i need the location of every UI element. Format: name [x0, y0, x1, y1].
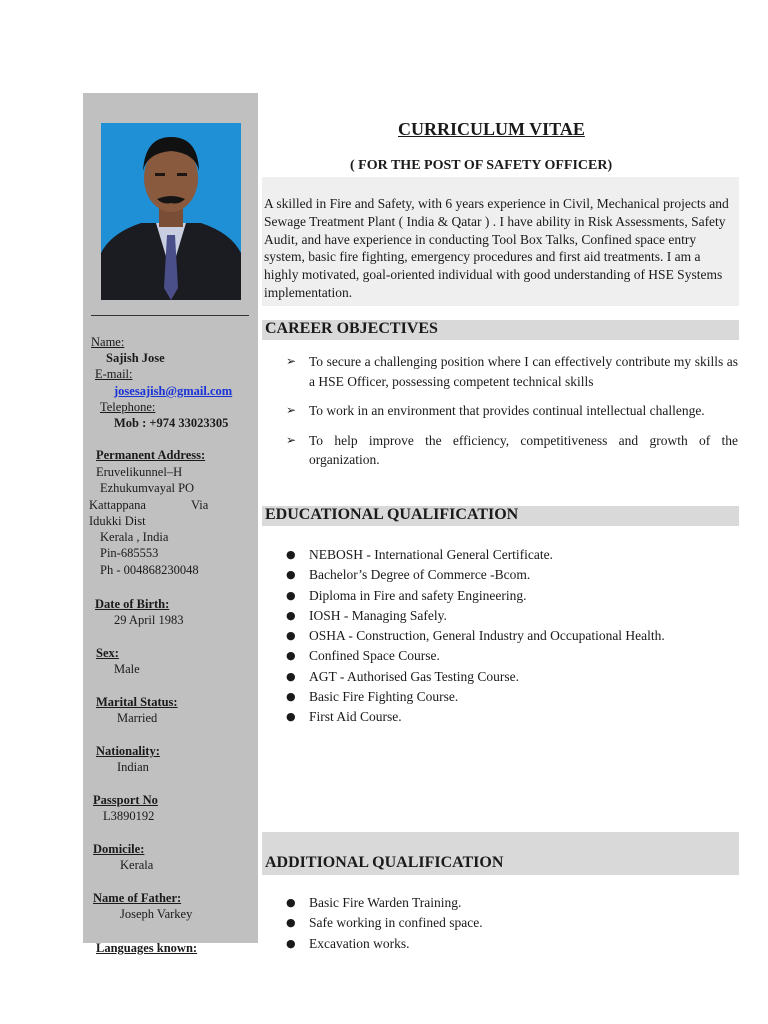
list-item — [286, 352, 738, 391]
qualification-text: First Aid Course. — [309, 709, 402, 725]
list-item — [286, 565, 726, 585]
bullet-icon: ● — [286, 629, 296, 643]
education-section-title: EDUCATIONAL QUALIFICATION — [265, 506, 519, 523]
career-objectives-list — [286, 352, 738, 480]
list-item — [286, 431, 738, 470]
name-value: Sajish Jose — [106, 351, 165, 365]
list-item — [286, 913, 726, 933]
profile-photo — [101, 123, 241, 300]
qualification-text: NEBOSH - International General Certificate. — [309, 547, 554, 562]
list-item — [286, 646, 726, 666]
email-link[interactable]: josesajish@gmail.com — [114, 384, 233, 398]
address-line-2: Ezhukumvayal PO — [100, 481, 195, 495]
list-item — [286, 545, 726, 565]
list-item — [286, 606, 726, 626]
list-item — [286, 626, 726, 646]
sex-label: Sex: — [96, 646, 119, 660]
father-label: Name of Father: — [93, 891, 182, 905]
objective-text: To help improve the efficiency, competitiveness and growth of the organization. — [309, 432, 738, 467]
qualification-text: Basic Fire Fighting Course. — [309, 689, 459, 705]
telephone-label: Telephone: — [100, 400, 156, 414]
address-line-5: Kerala , India — [100, 530, 169, 544]
education-list — [286, 545, 726, 728]
qualification-text: Basic Fire Warden Training. — [309, 895, 462, 910]
passport-label: Passport No — [93, 793, 158, 807]
objective-text: To work in an environment that provides continual intellectual challenge. — [309, 403, 705, 418]
list-item — [286, 401, 738, 421]
page-title: CURRICULUM VITAE — [398, 119, 585, 139]
domicile-label: Domicile: — [93, 842, 145, 856]
summary-text: A skilled in Fire and Safety, with 6 years experience in Civil, Mechanical projects and Sewage Treatment Plant ( India & Qatar ) . I have ability in Risk Assessments, Safety Audit, and have experience in conducting Tool Box Talks, Confined space entry system, basic fire fighting, emergency procedures and first aid treatments. I am a highly motivated, goal-oriented individual with good understanding of HSE Systems implementation. — [264, 196, 729, 300]
list-item — [286, 893, 726, 913]
bullet-icon: ● — [286, 896, 296, 909]
list-item — [286, 934, 726, 954]
domicile-value: Kerala — [120, 858, 154, 872]
qualification-text: Bachelor’s Degree of Commerce -Bcom. — [309, 567, 531, 583]
dob-value: 29 April 1983 — [114, 613, 184, 627]
additional-list — [286, 893, 726, 954]
bullet-icon: ● — [286, 710, 296, 724]
arrow-bullet-icon: ➢ — [286, 432, 297, 447]
passport-value: L3890192 — [103, 809, 155, 823]
address-line-3: Kattappana — [89, 498, 146, 512]
telephone-value: Mob : +974 33023305 — [114, 416, 229, 430]
nationality-label: Nationality: — [96, 744, 160, 758]
additional-section-title: ADDITIONAL QUALIFICATION — [265, 854, 504, 871]
bullet-icon: ● — [286, 568, 296, 582]
address-line-6: Pin-685553 — [100, 546, 159, 560]
bullet-icon: ● — [286, 548, 296, 561]
arrow-bullet-icon: ➢ — [286, 354, 297, 368]
address-line-1: Eruvelikunnel–H — [96, 465, 183, 479]
name-label: Name: — [91, 335, 125, 349]
list-item — [286, 586, 726, 606]
bullet-icon: ● — [286, 588, 296, 602]
list-item — [286, 667, 726, 687]
profile-photo-illustration — [101, 123, 241, 300]
qualification-text: Safe working in confined space. — [309, 915, 483, 931]
marital-value: Married — [117, 711, 158, 725]
sidebar-divider — [91, 315, 249, 316]
list-item — [286, 687, 726, 707]
nationality-value: Indian — [117, 760, 149, 774]
qualification-text: Diploma in Fire and safety Engineering. — [309, 587, 527, 603]
qualification-text: IOSH - Managing Safely. — [309, 607, 447, 623]
bullet-icon: ● — [286, 936, 296, 950]
bullet-icon: ● — [286, 608, 296, 622]
father-value: Joseph Varkey — [120, 907, 193, 921]
sex-value: Male — [114, 662, 140, 676]
marital-label: Marital Status: — [96, 695, 178, 709]
objective-text: To secure a challenging position where I can effectively contribute my skills as a HSE Officer, possessing competent technical skills — [309, 354, 738, 389]
qualification-text: OSHA - Construction, General Industry and Occupational Health. — [309, 628, 665, 644]
bullet-icon: ● — [286, 916, 296, 930]
qualification-text: AGT - Authorised Gas Testing Course. — [309, 668, 520, 684]
address-line-4: Idukki Dist — [89, 514, 146, 528]
arrow-bullet-icon: ➢ — [286, 403, 297, 417]
bullet-icon: ● — [286, 690, 296, 704]
address-label: Permanent Address: — [96, 448, 206, 462]
list-item — [286, 707, 726, 727]
bullet-icon: ● — [286, 649, 296, 663]
career-section-title: CAREER OBJECTIVES — [265, 320, 438, 337]
email-label: E-mail: — [95, 367, 133, 381]
bullet-icon: ● — [286, 669, 296, 683]
page-subtitle: ( FOR THE POST OF SAFETY OFFICER) — [350, 158, 613, 173]
dob-label: Date of Birth: — [95, 597, 170, 611]
qualification-text: Confined Space Course. — [309, 648, 440, 664]
address-line-7: Ph - 004868230048 — [100, 563, 199, 577]
qualification-text: Excavation works. — [309, 935, 410, 951]
languages-label: Languages known: — [96, 941, 198, 955]
address-line-3b: Via — [191, 498, 209, 512]
